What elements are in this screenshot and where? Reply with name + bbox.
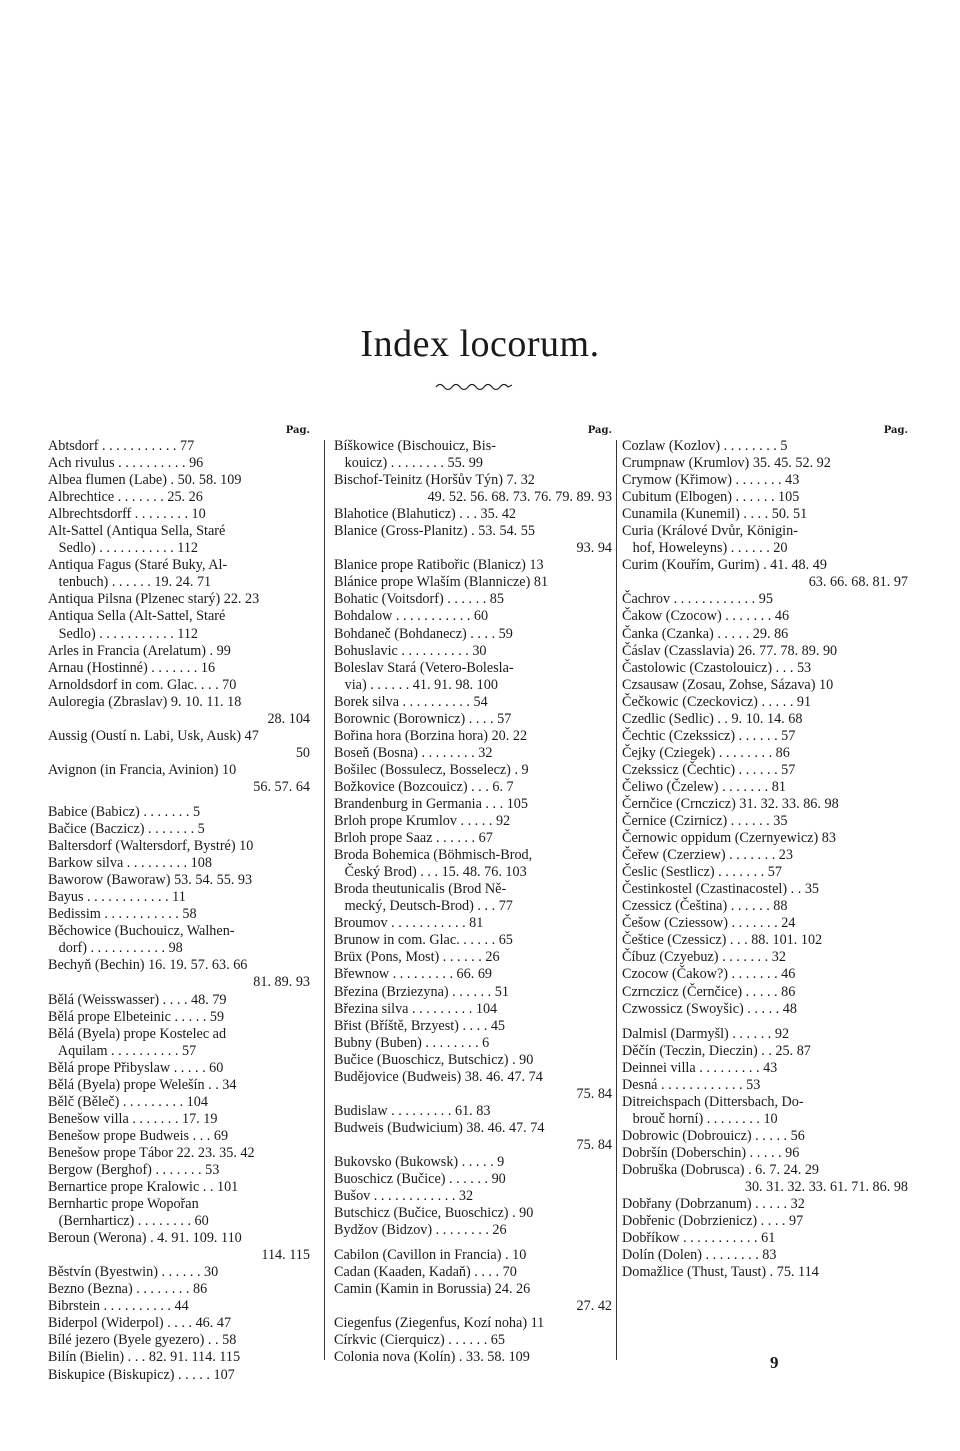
index-entry: Buoschicz (Bučice) . . . . . . 90	[334, 1171, 506, 1188]
index-entry: Broumov . . . . . . . . . . . 81	[334, 915, 484, 932]
entry-list	[48, 438, 310, 1384]
index-entry: Crymow (Křimow) . . . . . . . 43	[622, 472, 800, 489]
index-entry: Desná . . . . . . . . . . . . 53	[622, 1076, 761, 1093]
index-entry: Domažlice (Thust, Taust) . 75. 114	[622, 1264, 819, 1281]
index-entry: Čeliwo (Čzelew) . . . . . . . 81	[622, 778, 786, 795]
index-entry: Březina silva . . . . . . . . . 104	[334, 1000, 498, 1017]
index-entry: Baltersdorf (Waltersdorf, Bystré) 10	[48, 838, 254, 855]
index-entry: Brloh prope Krumlov . . . . . 92	[334, 813, 511, 830]
index-entry: 114. 115	[261, 1247, 310, 1264]
ornament-divider	[434, 380, 514, 394]
index-entry: Bukovsko (Bukowsk) . . . . . 9	[334, 1153, 505, 1170]
index-entry: 75. 84	[576, 1136, 612, 1153]
index-entry: Česlic (Sestlicz) . . . . . . . 57	[622, 864, 782, 881]
index-entry: Bělá (Byela) prope Welešín . . 34	[48, 1076, 237, 1093]
index-entry: Auloregia (Zbraslav) 9. 10. 11. 18	[48, 693, 242, 710]
index-entry: Brüx (Pons, Most) . . . . . . 26	[334, 949, 500, 966]
index-entry: Bechyň (Bechin) 16. 19. 57. 63. 66	[48, 957, 248, 974]
index-entry: Biderpol (Widerpol) . . . . 46. 47	[48, 1315, 232, 1332]
index-entry: Bačice (Baczicz) . . . . . . . 5	[48, 821, 205, 838]
index-entry: 27. 42	[576, 1298, 612, 1315]
index-entry: Curia (Králové Dvůr, Königin-	[622, 523, 798, 540]
index-entry: Ditreichspach (Dittersbach, Do-	[622, 1093, 804, 1110]
index-entry: brouč horní) . . . . . . . . 10	[622, 1110, 778, 1127]
index-entry: Brunow in com. Glac. . . . . . 65	[334, 932, 513, 949]
index-entry: Bibrstein . . . . . . . . . . 44	[48, 1298, 189, 1315]
index-entry: Antiqua Pilsna (Plzenec starý) 22. 23	[48, 591, 260, 608]
index-entry: Češtice (Czessicz) . . . 88. 101. 102	[622, 932, 823, 949]
index-entry: Czwossicz (Swoyšic) . . . . . 48	[622, 1000, 797, 1017]
index-entry: Albea flumen (Labe) . 50. 58. 109	[48, 472, 242, 489]
index-entry: Barkow silva . . . . . . . . . 108	[48, 855, 212, 872]
index-entry: Baworow (Baworaw) 53. 54. 55. 93	[48, 872, 253, 889]
index-entry: 56. 57. 64	[253, 778, 310, 795]
index-entry: Čanka (Czanka) . . . . . 29. 86	[622, 625, 789, 642]
index-entry: Bořina hora (Borzina hora) 20. 22	[334, 727, 528, 744]
index-entry: tenbuch) . . . . . . 19. 24. 71	[48, 574, 212, 591]
index-entry: Cunamila (Kunemil) . . . . 50. 51	[622, 506, 808, 523]
index-entry: Dalmisl (Darmyšl) . . . . . . 92	[622, 1025, 790, 1042]
index-entry: Dobršín (Doberschin) . . . . . 96	[622, 1144, 800, 1161]
index-entry: 93. 94	[576, 540, 612, 557]
index-entry: Arnau (Hostinné) . . . . . . . 16	[48, 659, 216, 676]
index-entry: Cadan (Kaaden, Kadaň) . . . . 70	[334, 1264, 517, 1281]
index-entry: Čeřew (Czerziew) . . . . . . . 23	[622, 847, 793, 864]
index-entry: Cabilon (Cavillon in Francia) . 10	[334, 1247, 527, 1264]
index-entry: Benešow villa . . . . . . . 17. 19	[48, 1110, 218, 1127]
index-entry: Čakow (Czocow) . . . . . . . 46	[622, 608, 790, 625]
index-entry: Cozlaw (Kozlov) . . . . . . . . 5	[622, 438, 788, 454]
index-entry: Břist (Bříště, Brzyest) . . . . 45	[334, 1017, 506, 1034]
index-entry: Borownic (Borownicz) . . . . 57	[334, 710, 512, 727]
index-entry: Beroun (Werona) . 4. 91. 109. 110	[48, 1230, 242, 1247]
index-entry: Aquilam . . . . . . . . . . 57	[48, 1042, 197, 1059]
index-entry: 49. 52. 56. 68. 73. 76. 79. 89. 93	[416, 489, 612, 506]
index-entry: Avignon (in Francia, Avinion) 10	[48, 761, 237, 778]
index-entry: Dobřenic (Dobrzienicz) . . . . 97	[622, 1213, 804, 1230]
index-entry: Albrechtice . . . . . . . 25. 26	[48, 489, 203, 506]
index-entry: Bernhartic prope Wopořan	[48, 1196, 199, 1213]
index-entry: Budweis (Budwicium) 38. 46. 47. 74	[334, 1119, 545, 1136]
index-entry: kouicz) . . . . . . . . 55. 99	[334, 455, 483, 472]
index-entry: Černowic oppidum (Czernyewicz) 83	[622, 830, 836, 847]
index-entry: Babice (Babicz) . . . . . . . 5	[48, 803, 201, 820]
index-entry: Dobříkow . . . . . . . . . . . 61	[622, 1230, 776, 1247]
index-entry: Blahotice (Blahuticz) . . . 35. 42	[334, 506, 517, 523]
index-entry: Břewnow . . . . . . . . . 66. 69	[334, 966, 493, 983]
index-entry: Broda Bohemica (Böhmisch-Brod,	[334, 847, 533, 864]
index-entry: 75. 84	[576, 1085, 612, 1102]
index-entry: Butschicz (Bučice, Buoschicz) . 90	[334, 1205, 534, 1222]
index-entry: Bušov . . . . . . . . . . . . 32	[334, 1188, 474, 1205]
index-entry: Alt-Sattel (Antiqua Sella, Staré	[48, 523, 226, 540]
index-entry: Bělá (Weisswasser) . . . . 48. 79	[48, 991, 227, 1008]
index-entry: Broda theutunicalis (Brod Ně-	[334, 881, 507, 898]
index-entry: Ciegenfus (Ziegenfus, Kozí noha) 11	[334, 1315, 545, 1332]
index-entry: 63. 66. 68. 81. 97	[808, 574, 908, 591]
letter-section-gap	[622, 1018, 908, 1026]
index-entry: Dobrowic (Dobrouicz) . . . . . 56	[622, 1127, 805, 1144]
index-entry: Czessicz (Čeština) . . . . . . 88	[622, 898, 788, 915]
index-entry: Církvic (Cierquicz) . . . . . . 65	[334, 1332, 505, 1349]
index-entry: Čejky (Cziegek) . . . . . . . . 86	[622, 744, 790, 761]
index-entry: Češow (Cziessow) . . . . . . . 24	[622, 915, 796, 932]
index-entry: Bohatic (Voitsdorf) . . . . . . 85	[334, 591, 504, 608]
pag-header: Pag.	[587, 425, 612, 436]
index-entry: Brloh prope Saaz . . . . . . 67	[334, 830, 493, 847]
index-entry: via) . . . . . . 41. 91. 98. 100	[334, 676, 498, 693]
index-entry: Dobruška (Dobrusca) . 6. 7. 24. 29	[622, 1161, 820, 1178]
index-entry: 81. 89. 93	[253, 974, 310, 991]
index-entry: Bílé jezero (Byele gyezero) . . 58	[48, 1332, 237, 1349]
index-entry: Budislaw . . . . . . . . . 61. 83	[334, 1102, 491, 1119]
index-entry: Božkovice (Bozcouicz) . . . 6. 7	[334, 778, 514, 795]
index-entry: Častolowic (Czastolouicz) . . . 53	[622, 659, 812, 676]
index-entry: Bíškowice (Bischouicz, Bis-	[334, 438, 496, 454]
index-entry: Děčín (Teczin, Dieczin) . . 25. 87	[622, 1042, 811, 1059]
index-entry: Bohuslavic . . . . . . . . . . 30	[334, 642, 487, 659]
index-entry: Bernartice prope Kralowic . . 101	[48, 1179, 239, 1196]
index-entry: Arles in Francia (Arelatum) . 99	[48, 642, 231, 659]
index-entry: Czekssicz (Čechtic) . . . . . . 57	[622, 761, 796, 778]
index-column-1	[48, 424, 310, 1384]
pag-header: Pag.	[285, 425, 310, 436]
index-entry: Bayus . . . . . . . . . . . . 11	[48, 889, 186, 906]
index-entry: Bohdalow . . . . . . . . . . . 60	[334, 608, 489, 625]
index-entry: Čečkowic (Czeckovicz) . . . . . 91	[622, 693, 812, 710]
index-entry: Blánice prope Wlaším (Blannicze) 81	[334, 574, 549, 591]
entry-list	[334, 438, 612, 1367]
index-entry: dorf) . . . . . . . . . . . 98	[48, 940, 183, 957]
index-column-3	[622, 424, 908, 1281]
index-entry: Běchowice (Buchouicz, Walhen-	[48, 923, 235, 940]
index-entry: Bubny (Buben) . . . . . . . . 6	[334, 1034, 490, 1051]
index-entry: Čechtic (Czekssicz) . . . . . . 57	[622, 727, 796, 744]
index-entry: Cubitum (Elbogen) . . . . . . 105	[622, 489, 800, 506]
index-entry: Boseň (Bosna) . . . . . . . . 32	[334, 744, 493, 761]
index-entry: Camin (Kamin in Borussia) 24. 26	[334, 1281, 531, 1298]
index-entry: Číbuz (Czyebuz) . . . . . . . 32	[622, 949, 786, 966]
index-entry: Bischof-Teinitz (Horšův Týn) 7. 32	[334, 472, 535, 489]
index-entry: Brandenburg in Germania . . . 105	[334, 795, 528, 812]
index-entry: Blanice (Gross-Planitz) . 53. 54. 55	[334, 523, 535, 540]
index-entry: Černice (Czirnicz) . . . . . . 35	[622, 813, 788, 830]
index-entry: Černčice (Crnczicz) 31. 32. 33. 86. 98	[622, 795, 839, 812]
index-entry: Březina (Brziezyna) . . . . . . 51	[334, 983, 509, 1000]
index-entry: Běstvín (Byestwin) . . . . . . 30	[48, 1264, 219, 1281]
index-entry: Bedissim . . . . . . . . . . . 58	[48, 906, 197, 923]
index-entry: Bohdaneč (Bohdanecz) . . . . 59	[334, 625, 513, 642]
index-entry: Čestinkostel (Czastinacostel) . . 35	[622, 881, 820, 898]
column-divider	[324, 440, 325, 1360]
index-entry: Bělá (Byela) prope Kostelec ad	[48, 1025, 227, 1042]
index-entry: Czsausaw (Zosau, Zohse, Sázava) 10	[622, 676, 834, 693]
entry-list	[622, 438, 908, 1281]
page-title: Index locorum.	[360, 323, 600, 365]
index-entry: Čáslav (Czasslavia) 26. 77. 78. 89. 90	[622, 642, 838, 659]
index-entry: 30. 31. 32. 33. 61. 71. 86. 98	[744, 1179, 908, 1196]
index-entry: Biskupice (Biskupicz) . . . . . 107	[48, 1366, 235, 1383]
index-entry: Czocow (Čakow?) . . . . . . . 46	[622, 966, 796, 983]
index-entry: Bilín (Bielin) . . . 82. 91. 114. 115	[48, 1349, 241, 1366]
index-entry: Dobřany (Dobrzanum) . . . . . 32	[622, 1196, 805, 1213]
index-entry: Antiqua Fagus (Staré Buky, Al-	[48, 557, 228, 574]
index-entry: Bydžov (Bidzov) . . . . . . . . 26	[334, 1222, 507, 1239]
index-entry: Antiqua Sella (Alt-Sattel, Staré	[48, 608, 226, 625]
index-entry: Curim (Kouřím, Gurim) . 41. 48. 49	[622, 557, 827, 574]
index-entry: Boleslav Stará (Vetero-Bolesla-	[334, 659, 514, 676]
index-entry: mecký, Deutsch-Brod) . . . 77	[334, 898, 513, 915]
index-entry: 28. 104	[267, 710, 310, 727]
column-divider	[616, 440, 617, 1360]
index-entry: 50	[295, 744, 310, 761]
index-entry: Budějovice (Budweis) 38. 46. 47. 74	[334, 1068, 543, 1085]
page-number: 9	[770, 1353, 779, 1372]
index-entry: Čachrov . . . . . . . . . . . . 95	[622, 591, 773, 608]
letter-section-gap	[334, 1239, 612, 1247]
index-entry: Dolín (Dolen) . . . . . . . . 83	[622, 1247, 777, 1264]
index-entry: Arnoldsdorf in com. Glac. . . . 70	[48, 676, 237, 693]
index-entry: Bělč (Běleč) . . . . . . . . . 104	[48, 1093, 208, 1110]
index-entry: Benešow prope Budweis . . . 69	[48, 1127, 229, 1144]
index-entry: hof, Howeleyns) . . . . . . 20	[622, 540, 788, 557]
index-entry: Sedlo) . . . . . . . . . . . 112	[48, 625, 199, 642]
index-entry: Benešow prope Tábor 22. 23. 35. 42	[48, 1144, 255, 1161]
index-entry: Blanice prope Ratibořic (Blanicz) 13	[334, 557, 544, 574]
index-entry: Abtsdorf . . . . . . . . . . . 77	[48, 438, 195, 454]
index-entry: Aussig (Oustí n. Labi, Usk, Ausk) 47	[48, 727, 259, 744]
index-column-2	[334, 424, 612, 1367]
index-entry: Ach rivulus . . . . . . . . . . 96	[48, 455, 204, 472]
index-entry: Bělá prope Elbeteinic . . . . . 59	[48, 1008, 225, 1025]
index-entry: Bošilec (Bossulecz, Bosselecz) . 9	[334, 761, 529, 778]
index-entry: Český Brod) . . . 15. 48. 76. 103	[334, 864, 527, 881]
index-entry: Deinnei villa . . . . . . . . . 43	[622, 1059, 778, 1076]
index-entry: Bergow (Berghof) . . . . . . . 53	[48, 1161, 220, 1178]
index-entry: Albrechtsdorff . . . . . . . . 10	[48, 506, 206, 523]
index-entry: Bělá prope Přibyslaw . . . . . 60	[48, 1059, 224, 1076]
pag-header: Pag.	[883, 425, 908, 436]
index-entry: (Bernharticz) . . . . . . . . 60	[48, 1213, 209, 1230]
index-entry: Czrnczicz (Černčice) . . . . . 86	[622, 983, 796, 1000]
index-entry: Colonia nova (Kolín) . 33. 58. 109	[334, 1349, 530, 1366]
index-entry: Sedlo) . . . . . . . . . . . 112	[48, 540, 199, 557]
letter-section-gap	[48, 796, 310, 804]
index-entry: Crumpnaw (Krumlov) 35. 45. 52. 92	[622, 455, 831, 472]
index-entry: Borek silva . . . . . . . . . . 54	[334, 693, 488, 710]
index-entry: Czedlic (Sedlic) . . 9. 10. 14. 68	[622, 710, 803, 727]
index-entry: Bezno (Bezna) . . . . . . . . 86	[48, 1281, 208, 1298]
index-entry: Bučice (Buoschicz, Butschicz) . 90	[334, 1051, 534, 1068]
